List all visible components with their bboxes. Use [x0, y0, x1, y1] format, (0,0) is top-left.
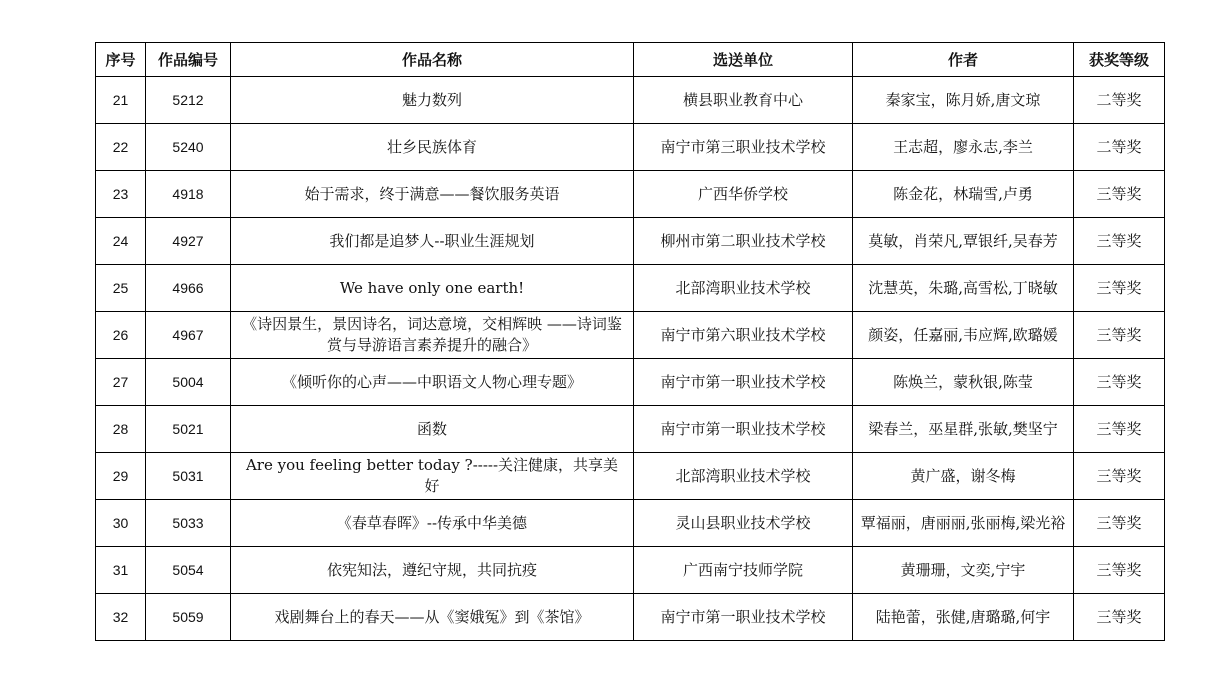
authors-cell: 莫敏，肖荣凡,覃银纤,吴春芳: [853, 218, 1074, 265]
table-row: [96, 547, 1165, 594]
serial-cell: 25: [96, 265, 146, 312]
authors-cell: 黄广盛，谢冬梅: [853, 453, 1074, 500]
work-title-cell: 魅力数列: [231, 77, 634, 124]
award-cell: 三等奖: [1074, 594, 1165, 641]
awards-table-container: [95, 42, 1164, 641]
work-id-cell: 5021: [146, 406, 231, 453]
header-work-title: 作品名称: [231, 43, 634, 77]
school-cell: 南宁市第一职业技术学校: [634, 359, 853, 406]
school-cell: 柳州市第二职业技术学校: [634, 218, 853, 265]
authors-cell: 陆艳蕾，张健,唐璐璐,何宇: [853, 594, 1074, 641]
authors-cell: 秦家宝，陈月娇,唐文琼: [853, 77, 1074, 124]
table-row: [96, 77, 1165, 124]
table-row: [96, 218, 1165, 265]
serial-cell: 29: [96, 453, 146, 500]
table-row: [96, 312, 1165, 359]
authors-cell: 陈焕兰，蒙秋银,陈莹: [853, 359, 1074, 406]
authors-cell: 王志超，廖永志,李兰: [853, 124, 1074, 171]
work-title-cell: 《春草春晖》--传承中华美德: [231, 500, 634, 547]
work-id-cell: 4966: [146, 265, 231, 312]
award-cell: 三等奖: [1074, 406, 1165, 453]
award-cell: 三等奖: [1074, 171, 1165, 218]
work-title-cell: 《诗因景生，景因诗名，词达意境，交相辉映 ——诗词鉴赏与导游语言素养提升的融合》: [231, 312, 634, 359]
work-title-cell: We have only one earth!: [231, 265, 634, 312]
work-id-cell: 4927: [146, 218, 231, 265]
authors-cell: 陈金花，林瑞雪,卢勇: [853, 171, 1074, 218]
table-row: [96, 359, 1165, 406]
table-row: [96, 500, 1165, 547]
table-row: [96, 406, 1165, 453]
table-row: [96, 594, 1165, 641]
table-row: [96, 265, 1165, 312]
school-cell: 广西华侨学校: [634, 171, 853, 218]
school-cell: 横县职业教育中心: [634, 77, 853, 124]
serial-cell: 24: [96, 218, 146, 265]
work-title-cell: 戏剧舞台上的春天——从《窦娥冤》到《茶馆》: [231, 594, 634, 641]
work-title-cell: 壮乡民族体育: [231, 124, 634, 171]
school-cell: 南宁市第一职业技术学校: [634, 594, 853, 641]
table-row: [96, 124, 1165, 171]
table-row: [96, 453, 1165, 500]
work-title-cell: 依宪知法，遵纪守规，共同抗疫: [231, 547, 634, 594]
work-title-cell: 始于需求，终于满意——餐饮服务英语: [231, 171, 634, 218]
authors-cell: 沈慧英，朱璐,高雪松,丁晓敏: [853, 265, 1074, 312]
work-title-cell: 《倾听你的心声——中职语文人物心理专题》: [231, 359, 634, 406]
school-cell: 南宁市第三职业技术学校: [634, 124, 853, 171]
award-cell: 二等奖: [1074, 124, 1165, 171]
work-id-cell: 5059: [146, 594, 231, 641]
work-title-cell: 函数: [231, 406, 634, 453]
award-cell: 三等奖: [1074, 547, 1165, 594]
table-header-row: [96, 43, 1165, 77]
school-cell: 北部湾职业技术学校: [634, 265, 853, 312]
authors-cell: 黄珊珊，文奕,宁宇: [853, 547, 1074, 594]
serial-cell: 31: [96, 547, 146, 594]
header-school: 选送单位: [634, 43, 853, 77]
work-id-cell: 5031: [146, 453, 231, 500]
authors-cell: 梁春兰，巫星群,张敏,樊坚宁: [853, 406, 1074, 453]
header-award: 获奖等级: [1074, 43, 1165, 77]
work-id-cell: 5054: [146, 547, 231, 594]
awards-table: [95, 42, 1165, 641]
authors-cell: 覃福丽，唐丽丽,张丽梅,梁光裕: [853, 500, 1074, 547]
award-cell: 二等奖: [1074, 77, 1165, 124]
table-row: [96, 171, 1165, 218]
award-cell: 三等奖: [1074, 265, 1165, 312]
school-cell: 广西南宁技师学院: [634, 547, 853, 594]
header-authors: 作者: [853, 43, 1074, 77]
award-cell: 三等奖: [1074, 453, 1165, 500]
work-id-cell: 4918: [146, 171, 231, 218]
work-id-cell: 4967: [146, 312, 231, 359]
serial-cell: 21: [96, 77, 146, 124]
work-id-cell: 5033: [146, 500, 231, 547]
serial-cell: 23: [96, 171, 146, 218]
work-title-cell: Are you feeling better today ?-----关注健康，共享美好: [231, 453, 634, 500]
work-id-cell: 5004: [146, 359, 231, 406]
award-cell: 三等奖: [1074, 312, 1165, 359]
work-title-cell: 我们都是追梦人--职业生涯规划: [231, 218, 634, 265]
serial-cell: 28: [96, 406, 146, 453]
award-cell: 三等奖: [1074, 218, 1165, 265]
school-cell: 南宁市第一职业技术学校: [634, 406, 853, 453]
header-work-id: 作品编号: [146, 43, 231, 77]
school-cell: 灵山县职业技术学校: [634, 500, 853, 547]
serial-cell: 27: [96, 359, 146, 406]
table-body: [96, 77, 1165, 641]
serial-cell: 22: [96, 124, 146, 171]
school-cell: 南宁市第六职业技术学校: [634, 312, 853, 359]
work-id-cell: 5212: [146, 77, 231, 124]
award-cell: 三等奖: [1074, 359, 1165, 406]
authors-cell: 颜姿，任嘉丽,韦应辉,欧璐媛: [853, 312, 1074, 359]
award-cell: 三等奖: [1074, 500, 1165, 547]
header-serial: 序号: [96, 43, 146, 77]
serial-cell: 30: [96, 500, 146, 547]
school-cell: 北部湾职业技术学校: [634, 453, 853, 500]
serial-cell: 32: [96, 594, 146, 641]
work-id-cell: 5240: [146, 124, 231, 171]
serial-cell: 26: [96, 312, 146, 359]
